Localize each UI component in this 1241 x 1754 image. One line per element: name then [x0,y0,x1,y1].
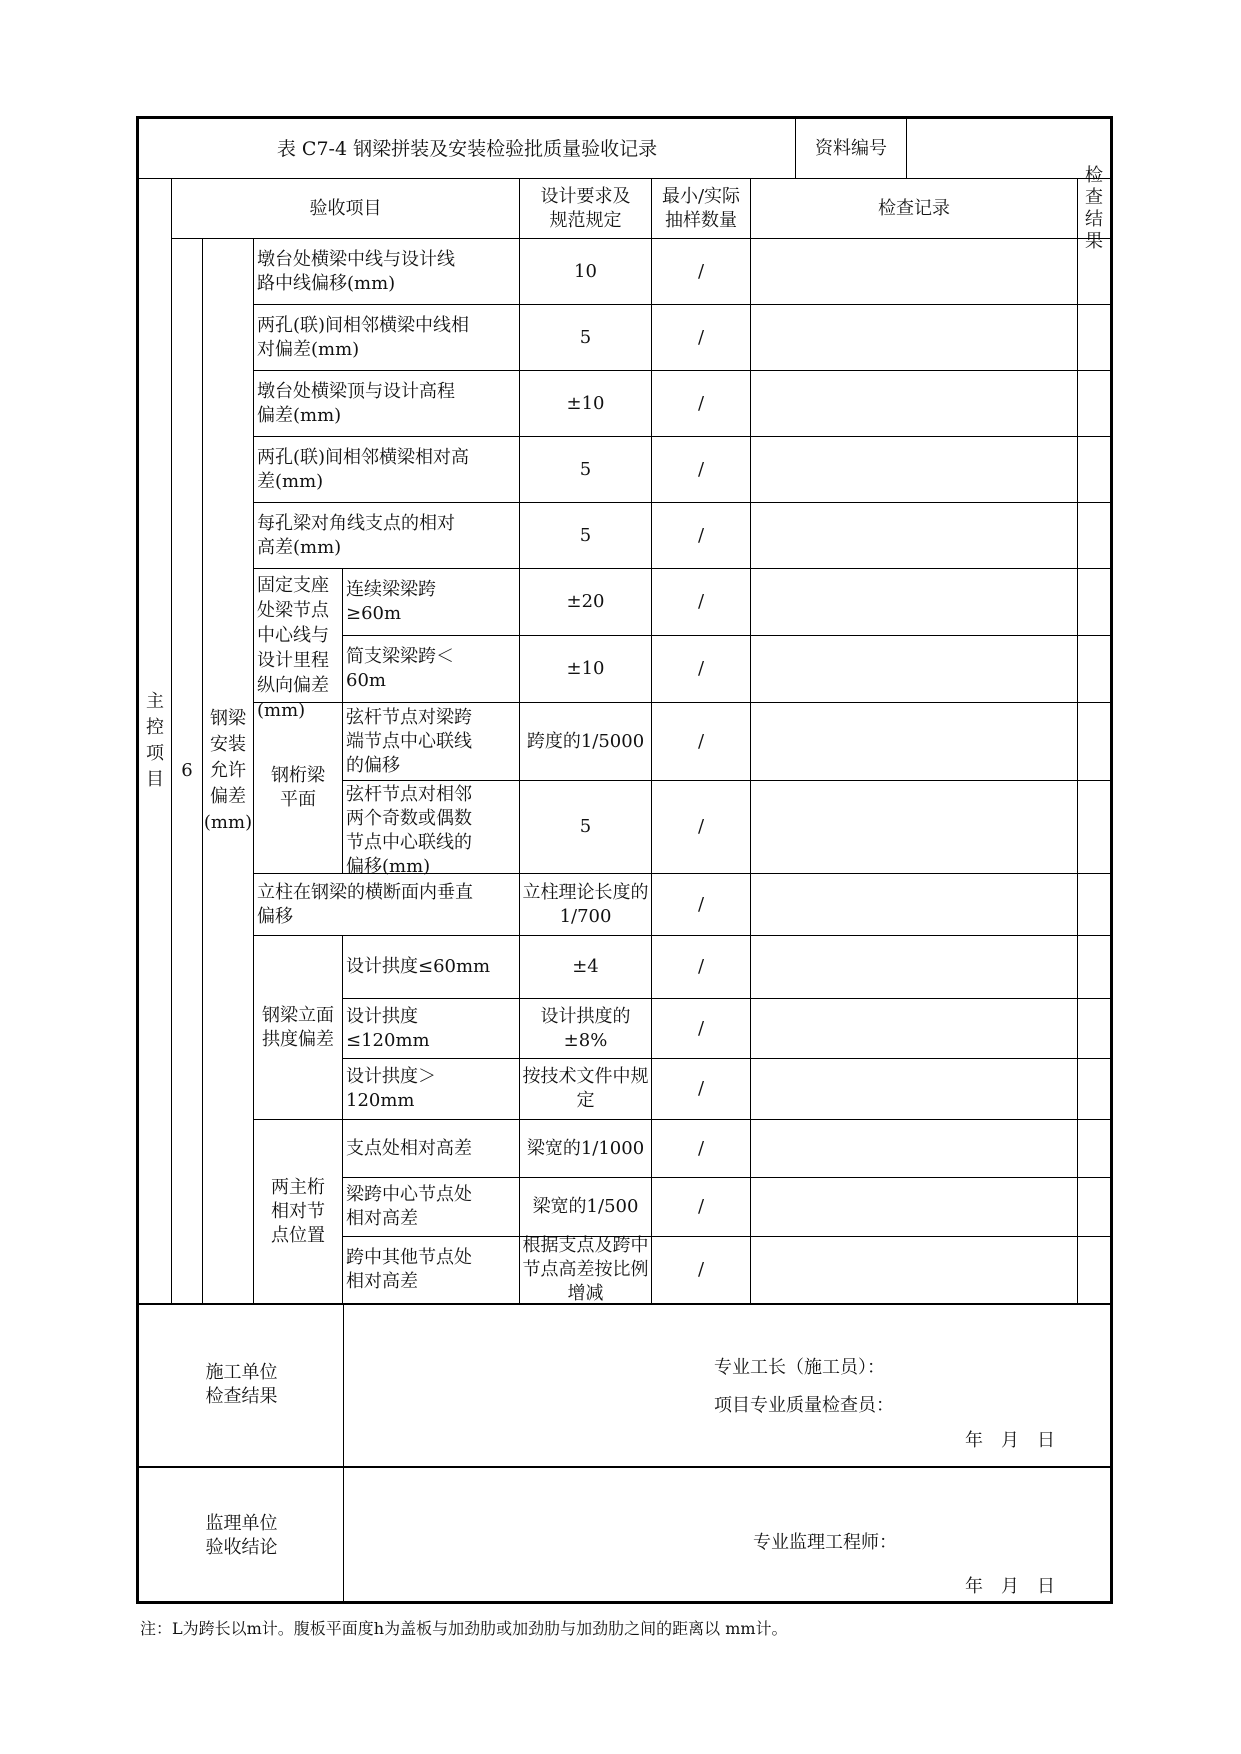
row-2-item: 两孔(联)间相邻横梁中线相对偏差(mm) [257,314,470,360]
camber-row-3-item: 设计拱度＞120mm [346,1066,436,1111]
truss-plane-label: 钢桁梁 平面 [271,765,325,810]
camber-row-3-sample: / [697,1078,705,1099]
nodes-row-2-item: 梁跨中心节点处相对高差 [346,1184,472,1229]
grid-line [253,304,1110,305]
grid-line [795,119,796,178]
nodes-row-2-spec: 梁宽的1/500 [532,1196,639,1217]
camber-label: 钢梁立面 拱度偏差 [262,1004,334,1050]
grid-line [253,568,1110,569]
footnote: 注：L为跨长以m计。腹板平面度h为盖板与加劲肋或加劲肋与加劲肋之间的距离以 mm计。 [140,1619,788,1638]
fixed-support-row-2-item: 简支梁梁跨＜60m [346,646,454,691]
grid-line [750,178,751,1303]
camber-row-3-spec: 按技术文件中规定 [522,1066,649,1111]
nodes-row-1-sample: / [697,1137,705,1159]
row-5-item: 每孔梁对角线支点的相对高差(mm) [257,512,455,558]
fixed-support-row-1-spec: ±20 [566,591,605,612]
form-title: 表 C7-4 钢梁拼装及安装检验批质量验收记录 [276,137,658,160]
fixed-support-label: 固定支座处梁节点中心线与设计里程纵向偏差(mm) [257,575,329,721]
col-header-spec: 设计要求及 规范规定 [540,185,631,231]
grid-line [342,1236,1110,1237]
row-3-item: 墩台处横梁顶与设计高程偏差(mm) [257,380,455,426]
grid-line [253,702,1110,703]
nodes-row-3-sample: / [697,1259,705,1280]
camber-row-1-item: 设计拱度≤60mm [346,956,491,977]
construction-label: 施工单位 检查结果 [205,1362,278,1407]
column-row-item: 立柱在钢梁的横断面内垂直偏移 [257,881,473,927]
col-header-item: 验收项目 [309,197,382,219]
truss-plane-row-2-item: 弦杆节点对相邻两个奇数或偶数节点中心联线的偏移(mm) [346,784,472,877]
truss-plane-row-1-sample: / [697,730,705,752]
camber-row-2-spec: 设计拱度的±8% [540,1005,631,1051]
camber-row-1-spec: ±4 [572,956,599,977]
supervision-date: 年 月 日 [965,1576,1055,1597]
col-header-sample: 最小/实际 抽样数量 [661,185,741,231]
row-3-spec: ±10 [566,392,605,414]
grid-line [253,370,1110,371]
truss-plane-row-2-sample: / [697,816,705,837]
row-2-spec: 5 [579,326,592,348]
grid-line [342,1177,1110,1178]
grid-line [519,178,520,1303]
grid-line [342,568,343,873]
camber-row-2-sample: / [697,1017,705,1039]
nodes-row-3-item: 跨中其他节点处相对高差 [346,1247,472,1292]
fixed-support-row-2-sample: / [697,658,705,679]
grid-line [253,238,254,1303]
grid-line [139,1466,1110,1468]
grid-line [1077,178,1078,1303]
col-header-result: 检查 结果 [1085,164,1103,252]
inspector-signature-label: 项目专业质量检查员： [714,1395,894,1416]
row-4-sample: / [697,458,705,480]
row-1-spec: 10 [574,260,597,282]
truss-plane-row-1-spec: 跨度的1/5000 [526,730,645,752]
grid-line [171,178,172,1303]
row-1-sample: / [697,260,705,282]
grid-line [139,1303,1110,1305]
grid-line [342,635,1110,636]
engineer-signature-label: 专业监理工程师： [753,1532,897,1553]
grid-line [253,1119,1110,1120]
item-number: 6 [181,760,193,781]
column-row-sample: / [697,893,705,915]
row-5-spec: 5 [579,524,592,546]
row-2-sample: / [697,326,705,348]
grid-line [253,436,1110,437]
grid-line [171,238,1110,239]
grid-line [139,178,1110,179]
row-4-item: 两孔(联)间相邻横梁相对高差(mm) [257,446,470,492]
nodes-row-1-item: 支点处相对高差 [346,1137,472,1159]
grid-line [253,502,1110,503]
inspection-form [136,116,1113,1604]
nodes-row-2-sample: / [697,1196,705,1217]
ref-number-label: 资料编号 [815,137,887,159]
row-3-sample: / [697,392,705,414]
nodes-label: 两主桁 相对节 点位置 [271,1176,325,1246]
camber-row-1-sample: / [697,956,705,977]
category-main-control: 主 控 项 目 [146,691,164,790]
grid-line [343,1303,344,1601]
supervision-label: 监理单位 验收结论 [205,1512,278,1558]
column-row-spec: 立柱理论长度的1/700 [522,881,649,927]
fixed-support-row-1-sample: / [697,591,705,612]
foreman-signature-label: 专业工长（施工员）： [714,1357,885,1378]
grid-line [651,178,652,1303]
col-header-record: 检查记录 [878,197,950,219]
nodes-row-3-spec: 根据支点及跨中节点高差按比例增减 [522,1235,649,1304]
grid-line [342,1058,1110,1059]
grid-line [342,780,1110,781]
nodes-row-1-spec: 梁宽的1/1000 [526,1137,645,1159]
grid-line [906,119,907,178]
construction-date: 年 月 日 [965,1430,1055,1451]
fixed-support-row-1-item: 连续梁梁跨≥60m [346,579,436,624]
row-5-sample: / [697,524,705,546]
camber-row-2-item: 设计拱度≤120mm [346,1005,430,1051]
row-1-item: 墩台处横梁中线与设计线路中线偏移(mm) [257,248,455,294]
row-4-spec: 5 [579,458,592,480]
grid-line [253,873,1110,874]
fixed-support-row-2-spec: ±10 [566,658,605,679]
truss-plane-row-1-item: 弦杆节点对梁跨端节点中心联线的偏移 [346,706,472,776]
grid-line [253,935,1110,936]
group-name: 钢梁 安装 允许 偏差 (mm) [203,708,253,833]
grid-line [342,998,1110,999]
grid-line [202,238,203,1303]
truss-plane-row-2-spec: 5 [579,816,592,837]
